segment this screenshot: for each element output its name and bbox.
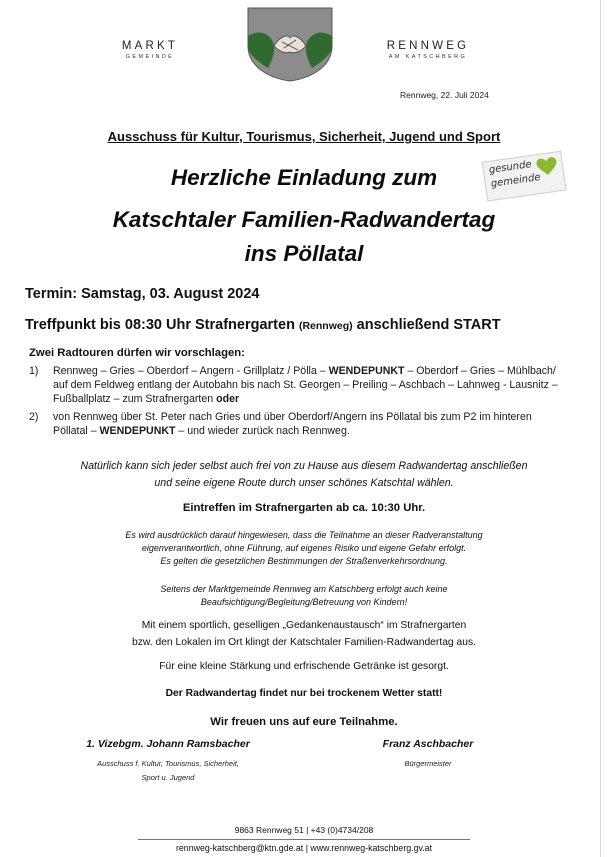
own-route-line-2: und seine eigene Route durch unser schönes Katschtal wählen.: [154, 477, 454, 489]
arrival-line: Eintreffen im Strafnergarten ab ca. 10:30 Uhr.: [182, 502, 426, 514]
closing-line-1: Mit einem sportlich, geselligen „Gedankenaustausch“ im Strafnergarten: [141, 620, 467, 631]
rennweg-label: RENNWEG: [386, 40, 470, 52]
own-route-line-1: Natürlich kann sich jeder selbst auch frei von zu Hause aus diesem Radwandertag anschließen: [80, 460, 528, 472]
katschberg-label: AM KATSCHBERG: [388, 54, 468, 60]
tour-description: Rennweg – Gries – Oberdorf – Angern - Grillplatz / Pölla – WENDEPUNKT – Oberdorf – Gries – Mühlbach/ auf dem Feldweg entlang der Autobahn bis nach St. Georgen – Preiling – Aschbach – Lahnweg - Lausnitz – Fußballplatz – zum Strafnergarten oder: [53, 365, 558, 405]
heart-icon: [535, 155, 560, 178]
meeting-point-main: Treffpunkt bis 08:30 Uhr Strafnergarten: [25, 317, 295, 333]
footer-address: 9863 Rennweg 51 | +43 (0)4734/208: [234, 825, 374, 835]
own-route-note: [0, 458, 608, 492]
badge-word-2: gemeinde: [490, 171, 542, 190]
footer-divider: [138, 839, 470, 840]
closing-line-2: bzw. den Lokalen im Ort klingt der Katschtaler Familien-Radwandertag aus.: [132, 637, 476, 648]
supervision-notice: [0, 583, 608, 609]
liability-line-3: Es gelten die gesetzlichen Bestimmungen der Straßenverkehrsordnung.: [160, 556, 448, 567]
supervision-line-1: Seitens der Marktgemeinde Rennweg am Katschberg erfolgt auch keine: [160, 584, 448, 594]
supervision-line-2: Beaufsichtigung/Begleitung/Betreuung von Kindern!: [200, 597, 408, 608]
invitation-closing: Wir freuen uns auf eure Teilnahme.: [210, 716, 398, 728]
committee-heading: Ausschuss für Kultur, Tourismus, Sicherheit, Jugend und Sport: [107, 129, 501, 144]
tour-item-2: [29, 410, 569, 438]
signer-role: Ausschuss f. Kultur, Tourismus, Sicherheit, Sport u. Jugend: [97, 759, 239, 782]
signer-name: Franz Aschbacher: [382, 738, 474, 750]
markt-label: MARKT: [121, 40, 179, 52]
date-line: Termin: Samstag, 03. August 2024: [25, 286, 260, 302]
gemeinde-label: GEMEINDE: [125, 54, 175, 60]
header-right: [372, 40, 484, 60]
tours-heading: Zwei Radtouren dürfen wir vorschlagen:: [29, 347, 245, 359]
liability-notice: [0, 529, 608, 569]
title-line-3: ins Pöllatal: [244, 241, 364, 266]
signature-block-vice-mayor: [78, 738, 258, 785]
title-line-1: Herzliche Einladung zum: [170, 165, 438, 190]
badge-word-1: gesunde: [488, 159, 533, 176]
signer-name: 1. Vizebgm. Johann Ramsbacher: [86, 738, 250, 750]
header-left: [112, 40, 188, 60]
liability-line-2: eigenverantwortlich, ohne Führung, auf eigenes Risiko und eigene Gefahr erfolgt.: [141, 543, 467, 554]
meeting-point-start: anschließend START: [356, 317, 501, 333]
meeting-point-line: [25, 317, 501, 333]
tour-number: 1): [29, 365, 39, 377]
letter-date: Rennweg, 22. Juli 2024: [400, 90, 489, 100]
tour-number: 2): [29, 411, 39, 423]
tour-list: [29, 364, 569, 442]
tour-description: von Rennweg über St. Peter nach Gries und über Oberdorf/Angern ins Pöllatal bis zum P2 im hinteren Pöllatal – WENDEPUNKT – und wieder zurück nach Rennweg.: [53, 411, 532, 437]
liability-line-1: Es wird ausdrücklich darauf hingewiesen, dass die Teilnahme an dieser Radveranstaltung: [125, 530, 483, 540]
title-line-2: Katschtaler Familien-Radwandertag: [112, 207, 496, 232]
gesunde-gemeinde-badge: [481, 147, 569, 204]
closing-paragraph: [0, 617, 608, 651]
signature-block-mayor: [358, 738, 498, 771]
coat-of-arms-icon: [244, 6, 336, 82]
signer-role: Bürgermeister: [404, 759, 452, 768]
tour-item-1: [29, 364, 569, 406]
weather-notice: Der Radwandertag findet nur bei trockenem Wetter statt!: [165, 688, 443, 699]
refreshments-line: Für eine kleine Stärkung und erfrischende Getränke ist gesorgt.: [159, 661, 449, 672]
meeting-point-location: (Rennweg): [298, 320, 353, 332]
footer-contact: rennweg-katschberg@ktn.gde.at | www.rennweg-katschberg.gv.at: [175, 843, 433, 853]
